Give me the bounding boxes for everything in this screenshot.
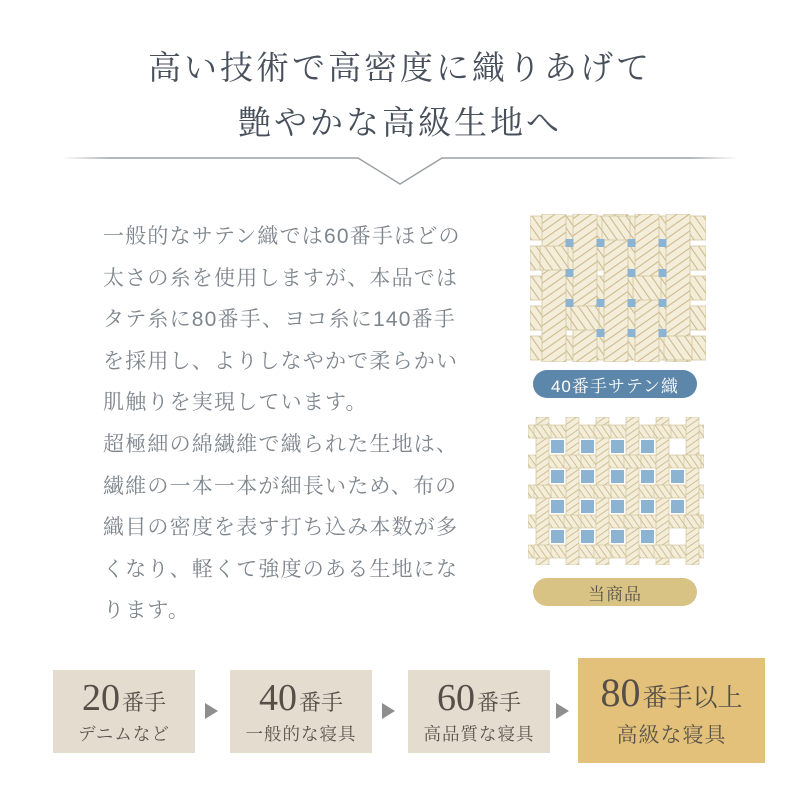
yarn-count [259,678,343,718]
satin-weave-badge: 40番手サテン織 [533,370,697,398]
arrow-right-icon [382,703,395,719]
paragraph-line: 超極細の綿繊維で織られた生地は、 [103,433,459,456]
yarn-scale-box-60 [408,670,550,753]
yarn-count-number: 80 [600,670,641,715]
paragraph-line: 繊維の一本一本が細長いため、布の [103,474,458,498]
paragraph-line: を採用し、よりしなやかで柔らかい [103,349,459,373]
arrow-right-icon [205,703,218,719]
paragraph-fine-fiber [103,424,503,632]
yarn-count-desc: 高品質な寝具 [423,723,535,744]
product-badge: 当商品 [533,578,697,606]
satin-weave-illustration [530,214,706,362]
paragraph-line: ります。 [103,599,191,622]
paragraph-line: 一般的なサテン織では60番手ほどの [103,225,461,248]
paragraph-line: タテ糸に80番手、ヨコ糸に140番手 [103,308,456,331]
title-line-1: 高い技術で高密度に織りあげて [148,51,652,87]
yarn-count-number: 40 [258,676,297,719]
yarn-scale-box-80-highlight [578,658,765,763]
yarn-count-unit: 番手以上 [642,685,743,712]
yarn-count-unit: 番手 [121,689,166,715]
yarn-count-number: 20 [81,676,120,719]
paragraph-line: 太さの糸を使用しますが、本品では [103,266,459,290]
yarn-scale-box-20 [53,670,195,753]
yarn-scale-box-40 [230,670,372,753]
yarn-count [437,678,521,718]
yarn-count-number: 60 [436,676,475,719]
arrow-right-icon [556,703,569,719]
yarn-count-unit: 番手 [298,689,343,715]
page-title [0,42,800,152]
yarn-count-unit: 番手 [476,689,521,715]
yarn-count [82,678,166,718]
yarn-count-desc: デニムなど [78,723,170,744]
paragraph-line: 織目の密度を表す打ち込み本数が多 [103,516,459,539]
paragraph-line: 肌触りを実現しています。 [103,391,368,414]
paragraph-satin-weave [103,216,503,424]
yarn-count [600,672,742,714]
title-line-2: 艶やかな高級生地へ [238,106,562,142]
paragraph-line: くなり、軽くて強度のある生地にな [103,557,459,581]
yarn-count-desc: 一般的な寝具 [245,723,357,744]
product-weave-illustration [528,417,704,565]
yarn-count-desc: 高級な寝具 [616,724,727,747]
divider-chevron-down-icon [0,150,800,190]
